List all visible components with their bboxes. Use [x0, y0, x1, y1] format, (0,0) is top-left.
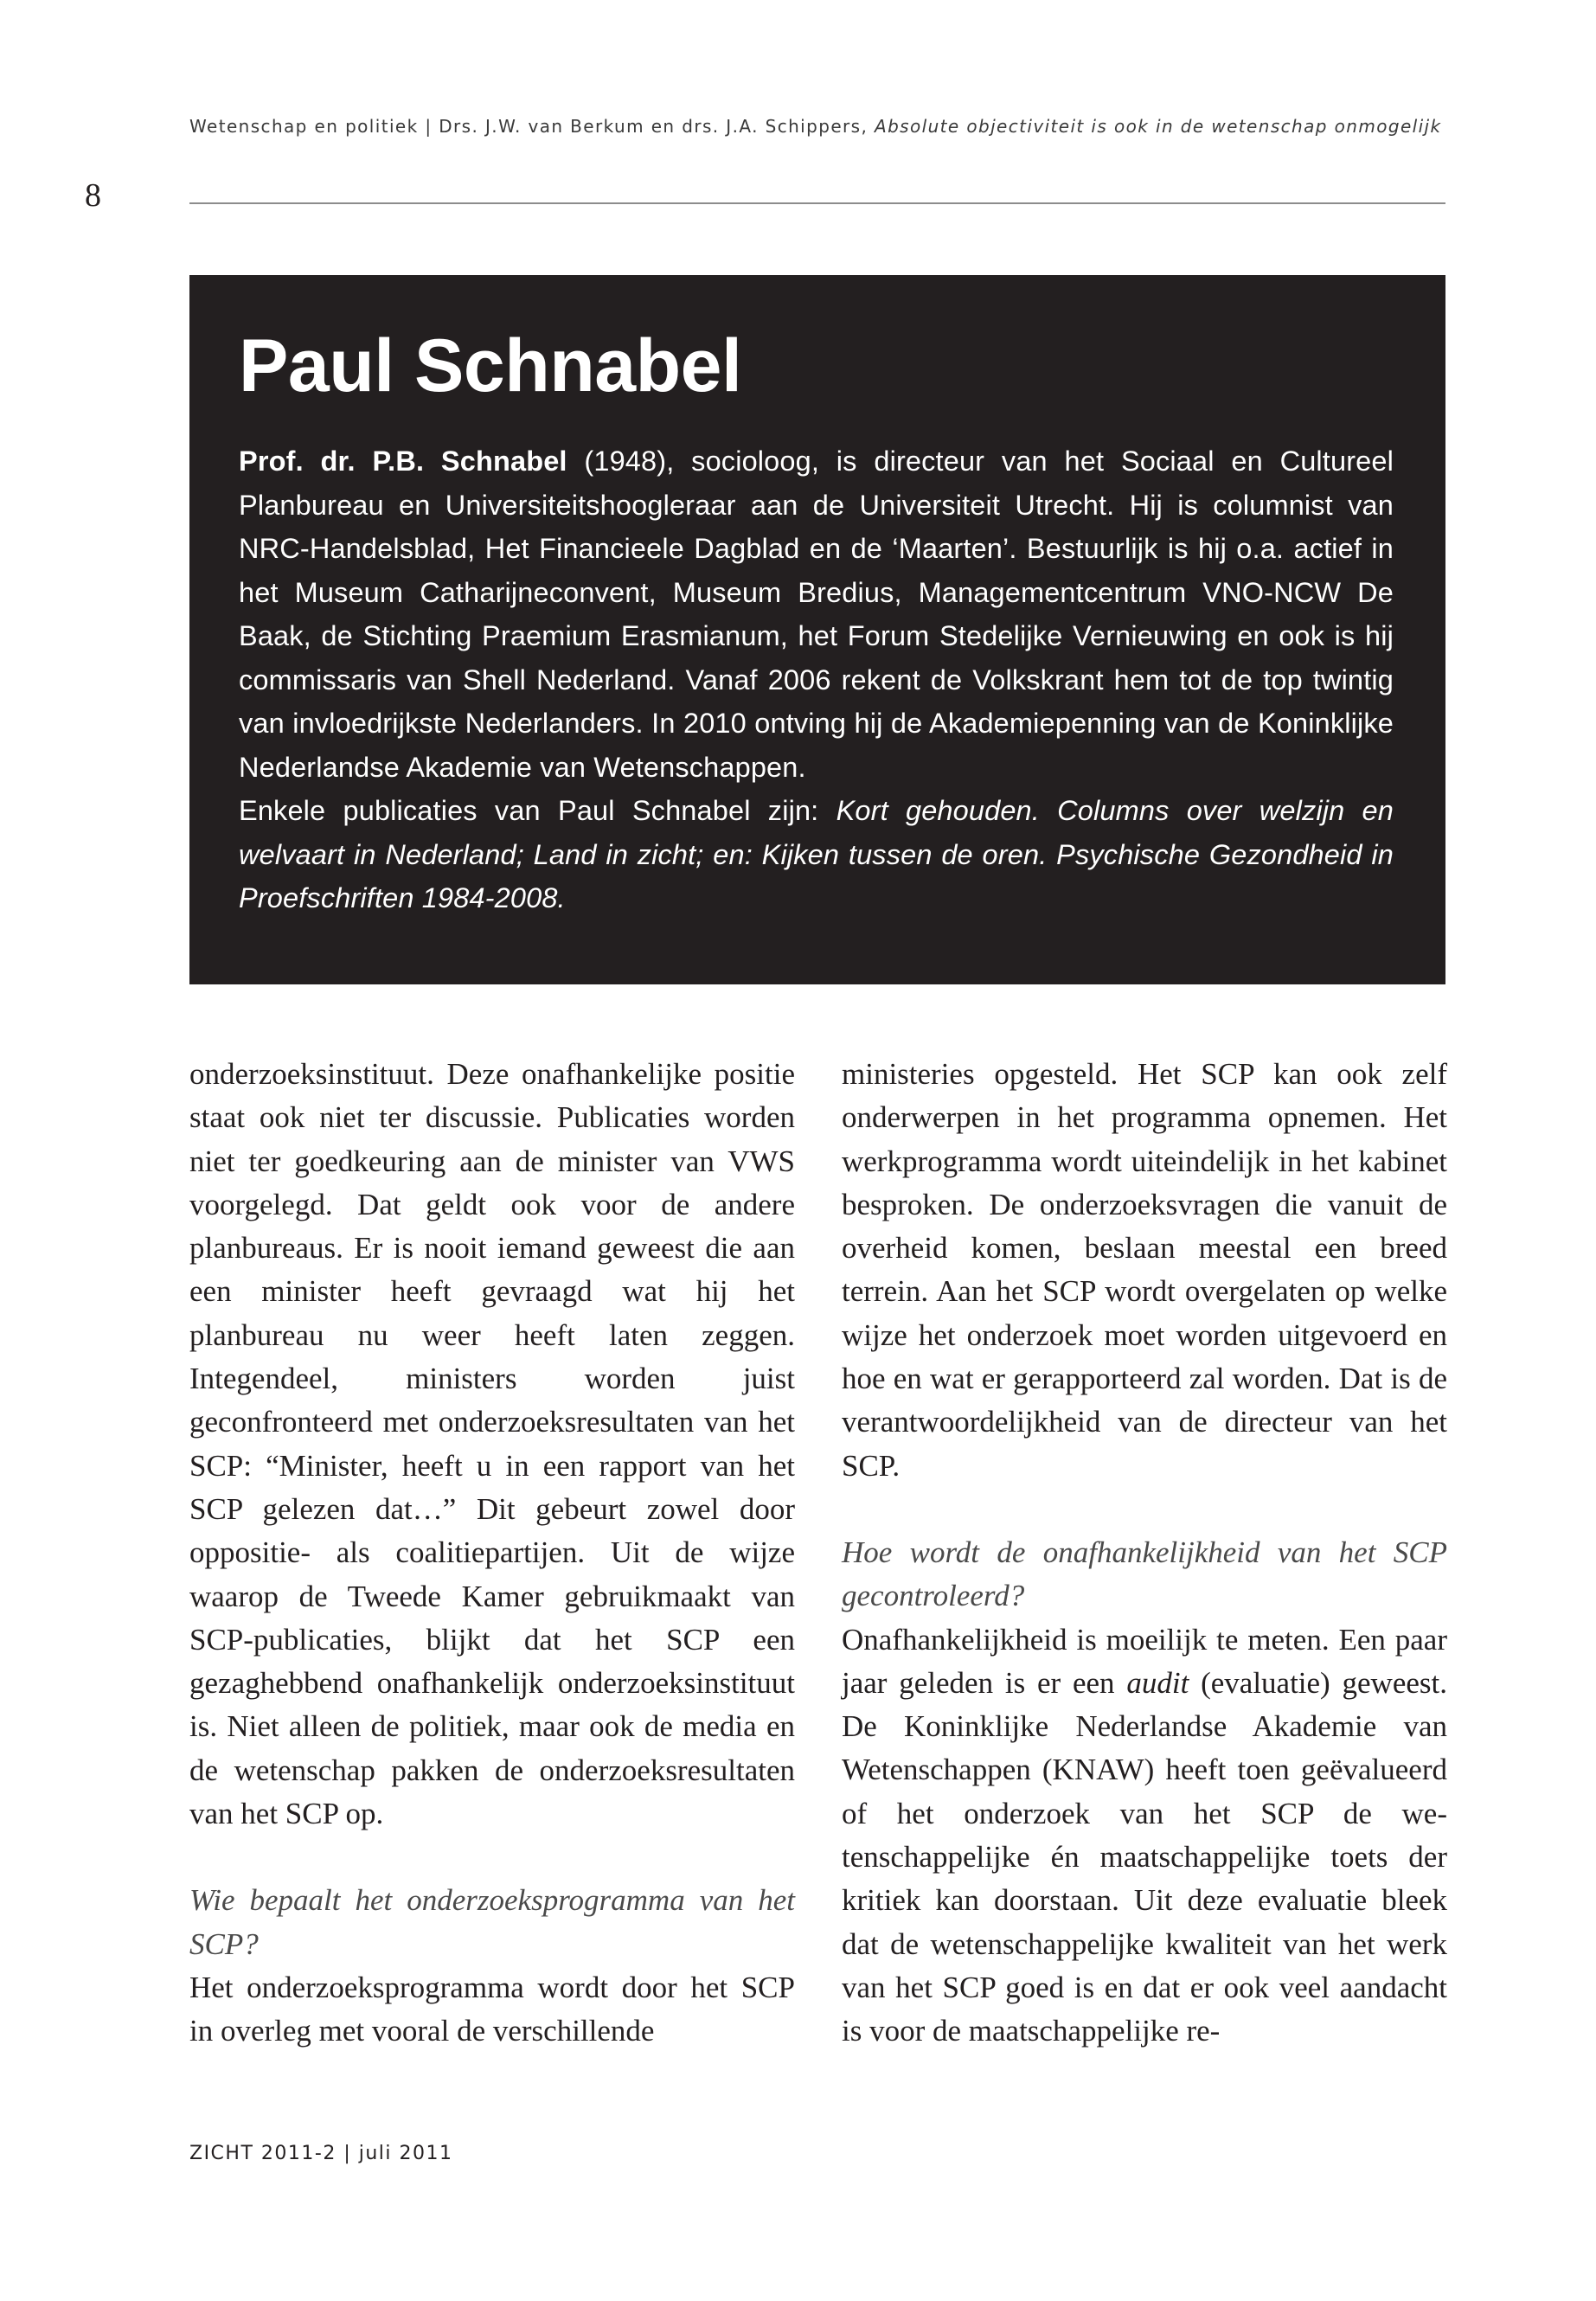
profile-box	[189, 275, 1445, 984]
page-number: 8	[85, 177, 101, 214]
left-paragraph-1: onderzoeksinstituut. Deze onafhankelijke positie staat ook niet ter discussie. Publicaties worden niet ter goedkeuring aan de minister van VWS voorgelegd. Dat geldt ook voor de andere planbureaus. Er is nooit iemand geweest die aan een minister heeft gevraagd wat hij het planbureau nu weer heeft laten zeggen. Integendeel, ministers worden juist geconfronteerd met onderzoeksresultaten van het SCP: “Minister, heeft u in een rapport van het SCP gelezen dat…” Dit gebeurt zowel door oppositie- als coalitiepartijen. Uit de wijze waarop de Tweede Kamer gebruikmaakt van SCP-publicaties, blijkt dat het SCP een gezaghebbend onafhankelijk onderzoeksinstituut is. Niet alleen de politiek, maar ook de media en de wetenschap pakken de onderzoeksresultaten van het SCP op.	[189, 1057, 795, 1831]
right-paragraph-2-audit: audit	[1126, 1665, 1189, 1700]
left-column	[189, 1053, 795, 2054]
profile-name: Paul Schnabel	[239, 324, 742, 407]
right-paragraph-2-start: Onafhankelijkheid is moeilijk te meten. Een paar jaar geleden is er een	[842, 1622, 1447, 1700]
right-paragraph-2-end: (evaluatie) geweest. De Koninklijke Nederlandse Akademie van Wetenschappen (KNAW) heeft toen geëvalueerd of het onderzoek van het SCP de wetenschappelijke én maatschappelijke toets der kritiek kan doorstaan. Uit deze evaluatie bleek dat de wetenschappelijke kwaliteit van het werk van het SCP goed is en dat er ook veel aandacht is voor de maatschappelijke re-	[842, 1665, 1447, 2048]
profile-bio-text: (1948), socioloog, is directeur van het Sociaal en Cultureel Planbureau en Universiteitshoogleraar aan de Universiteit Utrecht. Hij is columnist van NRC-Handelsblad, Het Financieele Dagblad en de ‘Maarten’. Bestuurlijk is hij o.a. actief in het Museum Catharijneconvent, Museum Bredius, Managementcentrum VNO-NCW De Baak, de Stichting Praemium Erasmianum, het Forum Stedelijke Vernieuwing en ook is hij commissaris van Shell Nederland. Vanaf 2006 rekent de Volkskrant hem tot de top twintig van invloedrijkste Nederlanders. In 2010 ontving hij de Akademiepenning van de Koninklijke Nederlandse Akademie van Wetenschappen.	[239, 445, 1394, 783]
running-head	[189, 116, 1444, 137]
profile-bio	[239, 439, 1394, 920]
right-column	[842, 1053, 1447, 2054]
left-question: Wie bepaalt het onderzoeksprogramma van het SCP?	[189, 1883, 795, 1961]
running-head-authors: Wetenschap en politiek | Drs. J.W. van Berkum en drs. J.A. Schippers,	[189, 116, 875, 137]
right-question: Hoe wordt de onafhankelijkheid van het SCP gecontroleerd?	[842, 1535, 1447, 1613]
footer-issue-info: ZICHT 2011-2 | juli 2011	[189, 2143, 453, 2164]
right-paragraph-2	[842, 1618, 1447, 2054]
profile-publications-list: Kort gehouden. Columns over welzijn en welvaart in Nederland; Land in zicht; en: Kijken tussen de oren. Psychische Gezondheid in Proefschriften 1984-2008.	[239, 795, 1394, 913]
running-head-article-title: Absolute objectiviteit is ook in de wetenschap onmogelijk	[874, 116, 1442, 137]
profile-bio-title: Prof. dr. P.B. Schnabel	[239, 445, 567, 477]
right-paragraph-1: ministeries opgesteld. Het SCP kan ook zelf onderwerpen in het programma opnemen. Het werkprogramma wordt uiteindelijk in het kabinet besproken. De onderzoeksvragen die vanuit de overheid komen, beslaan meestal een breed terrein. Aan het SCP wordt overgelaten op welke wijze het onderzoek moet worden uitgevoerd en hoe en wat er gerapporteerd zal worden. Dat is de verantwoordelijkheid van de directeur van het SCP.	[842, 1057, 1447, 1483]
left-paragraph-2: Het onderzoeksprogramma wordt door het SCP in overleg met vooral de verschillende	[189, 1970, 795, 2048]
profile-publications-intro: Enkele publicaties van Paul Schnabel zijn:	[239, 795, 836, 826]
header-divider	[189, 202, 1445, 204]
